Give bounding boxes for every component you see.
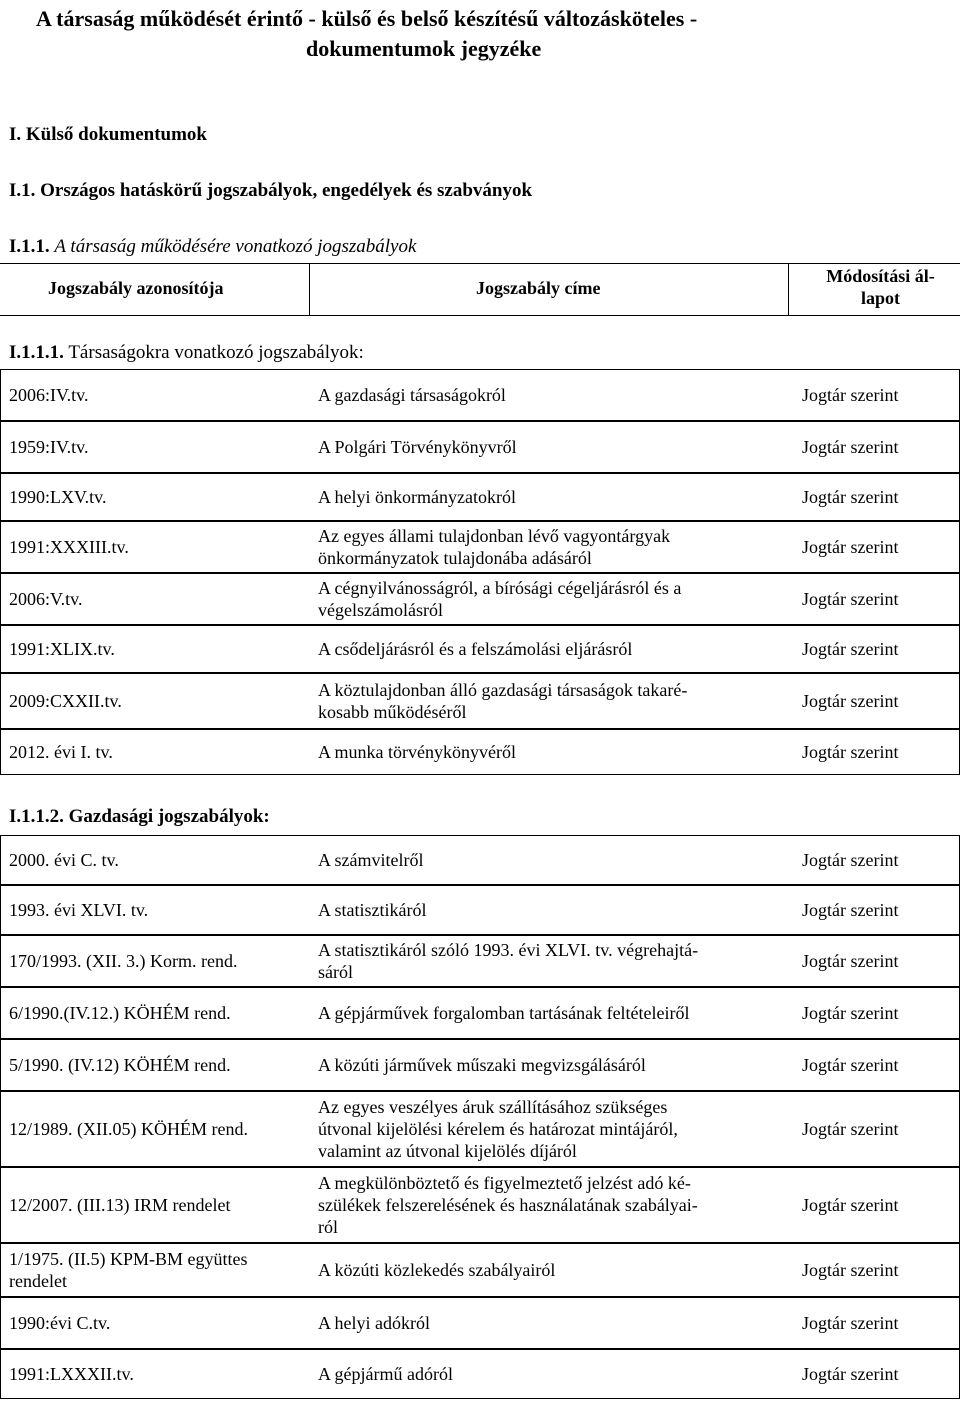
header-top-border — [0, 263, 960, 264]
row-border-left — [0, 521, 1, 573]
regulation-id — [9, 536, 309, 558]
regulation-title — [318, 1002, 778, 1024]
regulation-title-line: A csődeljárásról és a felszámolási eljárásról — [318, 639, 633, 659]
table-row — [0, 1297, 960, 1349]
regulation-id — [9, 1002, 309, 1024]
section-title: Gazdasági jogszabályok: — [68, 806, 270, 827]
regulation-id — [9, 849, 309, 871]
regulation-title-line: önkormányzatok tulajdonába adásáról — [318, 548, 592, 568]
row-border-top — [0, 1349, 960, 1350]
regulation-id-text: 12/1989. (XII.05) KÖHÉM rend. — [9, 1119, 248, 1139]
table-row — [0, 521, 960, 573]
modification-status: Jogtár szerint — [802, 437, 899, 457]
row-border-left — [0, 421, 1, 473]
table-row — [0, 1039, 960, 1091]
regulation-title-line: A gazdasági társaságokról — [318, 385, 506, 405]
regulation-title-line: A statisztikáról szóló 1993. évi XLVI. tv. végrehajtá- — [318, 940, 699, 960]
document-title — [36, 4, 697, 64]
modification-status: Jogtár szerint — [802, 385, 899, 405]
regulation-title — [318, 638, 778, 660]
regulation-title — [318, 1363, 778, 1385]
row-border-left — [0, 673, 1, 729]
regulation-id — [9, 1118, 309, 1140]
row-border-left — [0, 1167, 1, 1243]
modification-status: Jogtár szerint — [802, 900, 899, 920]
heading-text: A társaság működésére vonatkozó jogszabályok — [54, 236, 417, 257]
heading-number: I.1.1. — [9, 236, 50, 257]
modification-status: Jogtár szerint — [802, 1119, 899, 1139]
modification-status: Jogtár szerint — [802, 742, 899, 762]
row-border-top — [0, 885, 960, 886]
regulation-title-line: végelszámolásról — [318, 600, 443, 620]
header-divider-1 — [309, 263, 310, 315]
row-border-left — [0, 1349, 1, 1399]
regulation-id-text: 170/1993. (XII. 3.) Korm. rend. — [9, 951, 238, 971]
row-border-left — [0, 835, 1, 885]
table-row — [0, 935, 960, 987]
row-border-top — [0, 987, 960, 988]
regulation-id-text: 1959:IV.tv. — [9, 437, 89, 457]
row-border-top — [0, 1243, 960, 1244]
regulation-title-line: A gépjármű adóról — [318, 1364, 453, 1384]
modification-status: Jogtár szerint — [802, 1195, 899, 1215]
row-border-top — [0, 835, 960, 836]
regulation-id — [9, 638, 309, 660]
regulation-title-line: A számvitelről — [318, 850, 424, 870]
regulation-id-text: 1991:XLIX.tv. — [9, 639, 115, 659]
regulation-id-text: 2012. évi I. tv. — [9, 742, 113, 762]
regulation-id — [9, 1194, 309, 1216]
table-row — [0, 473, 960, 521]
title-line-1: A társaság működését érintő - külső és belső készítésű változásköteles - — [36, 6, 698, 31]
row-border-top — [0, 625, 960, 626]
section-number: I.1.1.1. — [9, 342, 64, 363]
regulation-title — [318, 1259, 778, 1281]
row-border-left — [0, 885, 1, 935]
regulation-id-text: 2009:CXXII.tv. — [9, 691, 122, 711]
regulation-title-line: A helyi önkormányzatokról — [318, 487, 516, 507]
modification-status: Jogtár szerint — [802, 639, 899, 659]
modification-status: Jogtár szerint — [802, 1313, 899, 1333]
row-border-bottom — [0, 1398, 960, 1399]
section-economic-regulations — [9, 806, 270, 828]
modification-status: Jogtár szerint — [802, 1003, 899, 1023]
row-border-left — [0, 625, 1, 673]
section-number: I.1.1.2. — [9, 806, 64, 827]
row-border-top — [0, 421, 960, 422]
row-border-top — [0, 673, 960, 674]
regulation-title-line: A Polgári Törvénykönyvről — [318, 437, 517, 457]
table-row — [0, 573, 960, 625]
regulation-title — [318, 899, 778, 921]
modification-status: Jogtár szerint — [802, 691, 899, 711]
regulation-id — [9, 690, 309, 712]
header-col-title: Jogszabály címe — [476, 278, 601, 298]
row-border-top — [0, 573, 960, 574]
table-row — [0, 1243, 960, 1297]
table-row — [0, 625, 960, 673]
heading-company-regulations — [9, 236, 416, 258]
row-border-top — [0, 473, 960, 474]
regulation-title — [318, 1312, 778, 1334]
regulation-title-line: valamint az útvonal kijelölés díjáról — [318, 1141, 577, 1161]
header-divider-2 — [788, 263, 789, 315]
row-border-left — [0, 987, 1, 1039]
table-row — [0, 729, 960, 775]
row-border-left — [0, 1091, 1, 1167]
regulation-id — [9, 1054, 309, 1076]
modification-status: Jogtár szerint — [802, 487, 899, 507]
row-border-bottom — [0, 774, 960, 775]
regulation-title — [318, 741, 778, 763]
header-bottom-border — [0, 315, 960, 316]
table-row — [0, 987, 960, 1039]
table-row — [0, 369, 960, 421]
regulation-id-text: 6/1990.(IV.12.) KÖHÉM rend. — [9, 1003, 231, 1023]
modification-status: Jogtár szerint — [802, 1364, 899, 1384]
header-col-status — [808, 265, 953, 309]
row-border-top — [0, 729, 960, 730]
regulation-id — [9, 899, 309, 921]
row-border-left — [0, 1039, 1, 1091]
table-row — [0, 835, 960, 885]
row-border-top — [0, 1091, 960, 1092]
regulation-title — [318, 679, 778, 723]
regulation-title-line: ról — [318, 1217, 338, 1237]
row-border-left — [0, 369, 1, 421]
table-row — [0, 1167, 960, 1243]
modification-status: Jogtár szerint — [802, 951, 899, 971]
row-border-top — [0, 935, 960, 936]
regulation-title — [318, 525, 778, 569]
regulation-title — [318, 1054, 778, 1076]
modification-status: Jogtár szerint — [802, 850, 899, 870]
row-border-left — [0, 1297, 1, 1349]
row-border-left — [0, 473, 1, 521]
table-row — [0, 421, 960, 473]
regulation-title-line: A munka törvénykönyvéről — [318, 742, 516, 762]
row-border-left — [0, 729, 1, 775]
regulation-title — [318, 1172, 778, 1238]
regulation-id-text: 2006:IV.tv. — [9, 385, 89, 405]
regulation-title-line: Az egyes veszélyes áruk szállításához szükséges — [318, 1097, 668, 1117]
regulation-id-text: 12/2007. (III.13) IRM rendelet — [9, 1195, 231, 1215]
section-company-regulations — [9, 342, 364, 364]
table-row — [0, 1349, 960, 1399]
regulation-id-text-2: rendelet — [9, 1271, 67, 1291]
modification-status: Jogtár szerint — [802, 1260, 899, 1280]
regulation-title-line: kosabb működéséről — [318, 702, 467, 722]
regulation-title-line: A statisztikáról — [318, 900, 427, 920]
regulation-title-line: A megkülönböztető és figyelmeztető jelzést adó ké- — [318, 1173, 691, 1193]
header-col-status-line2: lapot — [860, 288, 900, 308]
regulation-title-line: A közúti járművek műszaki megvizsgálásáról — [318, 1055, 646, 1075]
regulation-id-text: 1990:évi C.tv. — [9, 1313, 111, 1333]
regulation-title-line: A köztulajdonban álló gazdasági társaságok takaré- — [318, 680, 688, 700]
regulation-title — [318, 1096, 778, 1162]
regulation-title-line: szülékek felszerelésének és használatának szabályai- — [318, 1195, 698, 1215]
regulation-id — [9, 486, 309, 508]
regulation-id — [9, 741, 309, 763]
regulation-id-text: 1991:XXXIII.tv. — [9, 537, 129, 557]
regulation-id — [9, 436, 309, 458]
regulation-title-line: A gépjárművek forgalomban tartásának feltételeiről — [318, 1003, 690, 1023]
regulation-id — [9, 1312, 309, 1334]
regulation-id-text: 5/1990. (IV.12) KÖHÉM rend. — [9, 1055, 231, 1075]
section-title: Társaságokra vonatkozó jogszabályok: — [68, 342, 364, 363]
regulation-title-line: útvonal kijelölési kérelem és határozat mintájáról, — [318, 1119, 678, 1139]
row-border-left — [0, 935, 1, 987]
row-border-top — [0, 1167, 960, 1168]
regulation-title-line: sáról — [318, 962, 353, 982]
regulation-title — [318, 939, 778, 983]
modification-status: Jogtár szerint — [802, 1055, 899, 1075]
regulation-title-line: A közúti közlekedés szabályairól — [318, 1260, 556, 1280]
regulation-id-text: 1991:LXXXII.tv. — [9, 1364, 134, 1384]
regulation-title — [318, 436, 778, 458]
regulation-title — [318, 486, 778, 508]
regulation-title-line: A helyi adókról — [318, 1313, 430, 1333]
regulation-title — [318, 849, 778, 871]
header-col-status-line1: Módosítási ál- — [826, 266, 935, 286]
header-col-id: Jogszabály azonosítója — [48, 278, 224, 298]
heading-external-documents: I. Külső dokumentumok — [9, 124, 207, 145]
row-border-top — [0, 1297, 960, 1298]
row-border-left — [0, 573, 1, 625]
row-border-top — [0, 369, 960, 370]
heading-national-regulations: I.1. Országos hatáskörű jogszabályok, engedélyek és szabványok — [9, 180, 533, 201]
regulation-id-text: 2006:V.tv. — [9, 589, 83, 609]
row-border-top — [0, 521, 960, 522]
regulation-id — [9, 1248, 309, 1292]
regulation-title — [318, 577, 778, 621]
regulation-id — [9, 588, 309, 610]
table-row — [0, 673, 960, 729]
regulation-id — [9, 384, 309, 406]
table-row — [0, 1091, 960, 1167]
modification-status: Jogtár szerint — [802, 537, 899, 557]
regulation-title-line: A cégnyilvánosságról, a bírósági cégeljárásról és a — [318, 578, 682, 598]
regulation-id — [9, 1363, 309, 1385]
title-line-2: dokumentumok jegyzéke — [306, 36, 542, 61]
regulation-id-text: 1993. évi XLVI. tv. — [9, 900, 149, 920]
row-border-top — [0, 1039, 960, 1040]
modification-status: Jogtár szerint — [802, 589, 899, 609]
regulation-id-text: 1/1975. (II.5) KPM-BM együttes — [9, 1249, 248, 1269]
regulation-id-text: 1990:LXV.tv. — [9, 487, 107, 507]
regulation-title — [318, 384, 778, 406]
regulation-title-line: Az egyes állami tulajdonban lévő vagyontárgyak — [318, 526, 671, 546]
table-row — [0, 885, 960, 935]
row-border-left — [0, 1243, 1, 1297]
regulation-id-text: 2000. évi C. tv. — [9, 850, 119, 870]
regulation-id — [9, 950, 309, 972]
